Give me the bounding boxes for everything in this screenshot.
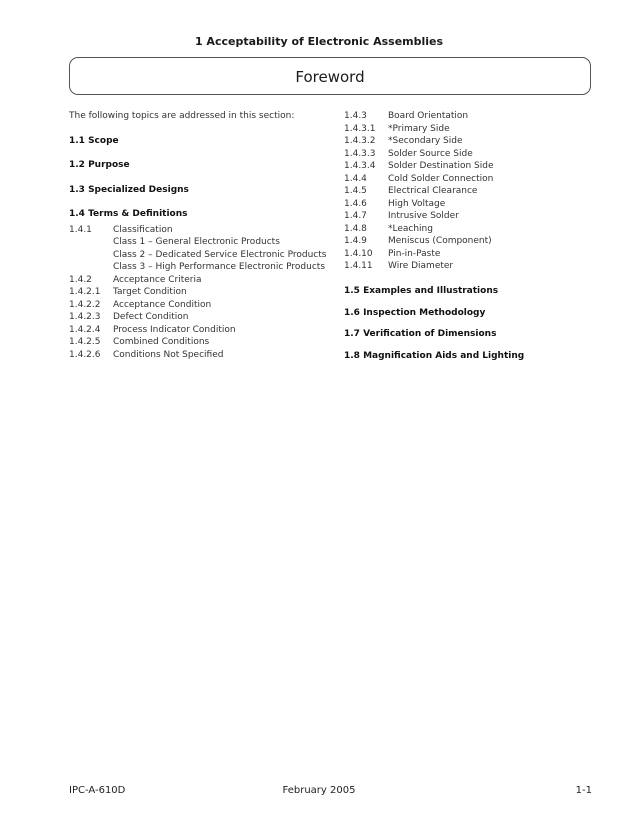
intro-text: The following topics are addressed in this section: (69, 111, 295, 121)
toc-row (344, 173, 604, 186)
toc-label: Defect Condition (113, 312, 189, 322)
toc-label: Acceptance Criteria (113, 274, 202, 285)
section-1-4-terms: 1.4 Terms & Definitions (69, 209, 188, 219)
toc-label: Board Orientation (388, 111, 469, 121)
toc-label: High Voltage (388, 198, 446, 209)
footer-page-number: 1-1 (575, 785, 592, 796)
footer-doc-id: IPC-A-610D (69, 785, 126, 796)
toc-row (69, 261, 329, 274)
toc-row (344, 185, 604, 198)
toc-row (344, 123, 604, 136)
toc-row (344, 160, 604, 173)
toc-number: 1.4.9 (344, 236, 367, 246)
toc-label: *Primary Side (388, 123, 450, 134)
toc-row (69, 286, 329, 299)
toc-label: Meniscus (Component) (388, 236, 492, 246)
toc-number: 1.4.4 (344, 173, 367, 184)
toc-number: 1.4.3.2 (344, 136, 376, 146)
toc-number: 1.4.2.4 (69, 324, 101, 335)
toc-row (344, 148, 604, 161)
toc-number: 1.4.2.3 (69, 312, 101, 322)
toc-number: 1.4.2.5 (69, 337, 101, 347)
toc-row (69, 324, 329, 337)
toc-row (344, 248, 604, 261)
section-1-8-magnification: 1.8 Magnification Aids and Lighting (344, 350, 525, 361)
chapter-header: 1 Acceptability of Electronic Assemblies (194, 35, 444, 48)
toc-label: Process Indicator Condition (113, 324, 236, 335)
toc-number: 1.4.3.4 (344, 161, 376, 171)
toc-number: 1.4.6 (344, 198, 367, 209)
toc-row (344, 223, 604, 236)
toc-label: Acceptance Condition (113, 299, 212, 310)
toc-row (69, 249, 329, 262)
toc-label: Conditions Not Specified (113, 349, 224, 360)
toc-number: 1.4.3.1 (344, 123, 376, 134)
toc-label: *Secondary Side (388, 136, 463, 146)
toc-row (69, 349, 329, 362)
toc-row (69, 336, 329, 349)
toc-label: Solder Destination Side (388, 161, 494, 171)
section-1-5-examples: 1.5 Examples and Illustrations (344, 286, 499, 296)
toc-label: Class 1 – General Electronic Products (113, 237, 280, 247)
toc-row (69, 224, 329, 237)
toc-row (344, 198, 604, 211)
toc-number: 1.4.2.2 (69, 299, 101, 310)
toc-label: Intrusive Solder (388, 211, 459, 221)
toc-number: 1.4.2 (69, 274, 92, 285)
toc-label: Combined Conditions (113, 337, 210, 347)
toc-label: Classification (113, 224, 173, 235)
toc-label: Class 3 – High Performance Electronic Products (113, 262, 326, 272)
toc-row (344, 260, 604, 273)
toc-label: *Leaching (388, 223, 433, 234)
toc-row (344, 110, 604, 123)
right-column (344, 110, 604, 362)
toc-row (69, 311, 329, 324)
left-column (69, 110, 329, 361)
toc-number: 1.4.10 (344, 248, 373, 259)
toc-number: 1.4.3 (344, 111, 367, 121)
section-1-2-purpose: 1.2 Purpose (69, 160, 130, 170)
toc-number: 1.4.8 (344, 223, 367, 234)
toc-row (344, 235, 604, 248)
toc-number: 1.4.1 (69, 224, 92, 235)
foreword-title-box (69, 57, 591, 95)
toc-label: Solder Source Side (388, 148, 473, 159)
toc-row (344, 135, 604, 148)
toc-label: Electrical Clearance (388, 186, 478, 196)
toc-number: 1.4.2.6 (69, 349, 101, 360)
section-1-7-verification: 1.7 Verification of Dimensions (344, 329, 497, 339)
section-1-3-specialized-designs: 1.3 Specialized Designs (69, 184, 189, 195)
toc-row (69, 299, 329, 312)
toc-number: 1.4.3.3 (344, 148, 376, 159)
toc-row (69, 236, 329, 249)
toc-number: 1.4.5 (344, 186, 367, 196)
toc-label: Wire Diameter (388, 261, 454, 271)
toc-row (344, 210, 604, 223)
toc-label: Cold Solder Connection (388, 173, 494, 184)
toc-label: Target Condition (113, 287, 187, 297)
footer-date: February 2005 (282, 785, 356, 796)
toc-label: Class 2 – Dedicated Service Electronic Products (113, 249, 327, 260)
toc-number: 1.4.7 (344, 211, 367, 221)
toc-number: 1.4.2.1 (69, 287, 101, 297)
section-1-6-inspection: 1.6 Inspection Methodology (344, 307, 486, 318)
toc-label: Pin-in-Paste (388, 248, 441, 259)
section-1-1-scope: 1.1 Scope (69, 135, 119, 146)
page-title: Foreword (295, 68, 365, 86)
toc-row (69, 274, 329, 287)
toc-number: 1.4.11 (344, 261, 373, 271)
